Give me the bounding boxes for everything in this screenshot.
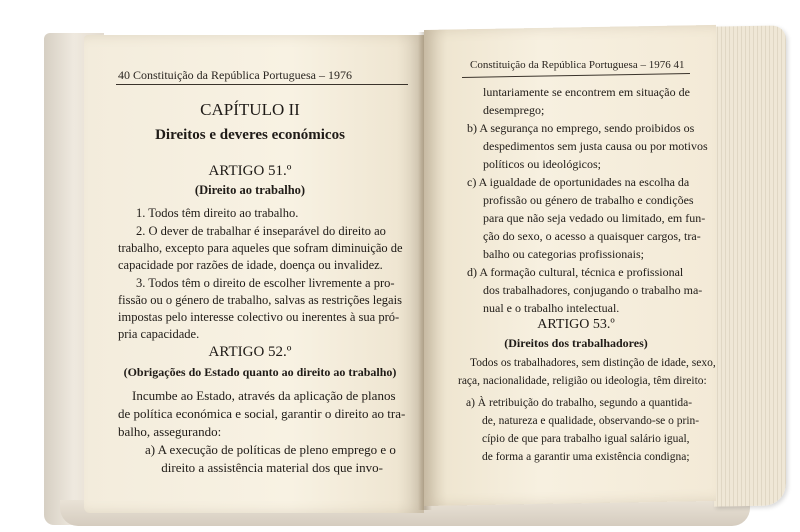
right-line: políticos ou ideológicos; [483,157,601,171]
page-edges [714,25,786,506]
art52-line: a) A execução de políticas de pleno emprego e o [145,442,396,457]
right-line: luntariamente se encontrem em situação de [483,85,690,99]
chapter-title: Direitos e deveres económicos [155,127,345,143]
article-51-heading: ARTIGO 51.º [208,163,292,179]
art53-line: de, natureza e qualidade, observando-se o prin- [482,415,700,427]
art51-line: 2. O dever de trabalhar é inseparável do direito ao [136,224,386,238]
article-53-subtitle: (Direitos dos trabalhadores) [504,336,648,350]
right-line: nual e o trabalho intelectual. [483,301,620,315]
art53-line: cípio de que para trabalho igual salário igual, [482,433,690,445]
right-line: balho ou categorias profissionais; [483,247,644,261]
article-51-subtitle: (Direito ao trabalho) [194,183,306,197]
article-52-subtitle: (Obrigações do Estado quanto ao direito ao trabalho) [123,365,397,379]
left-header-rule [116,84,408,85]
left-page-header: 40 Constituição da República Portuguesa – 1976 [118,68,352,82]
art51-line: trabalho, excepto para aqueles que sofram diminuição de [118,241,403,255]
right-line: despedimentos sem justa causa ou por motivos [483,139,708,153]
right-page-header: Constituição da República Portuguesa – 1976 41 [470,59,685,71]
right-line: desemprego; [483,103,545,117]
article-53-heading: ARTIGO 53.º [537,317,615,332]
article-52-heading: ARTIGO 52.º [208,344,292,360]
art51-line: 3. Todos têm o direito de escolher livremente a pro- [136,276,395,290]
art51-line: pria capacidade. [118,327,200,341]
art52-line: balho, assegurando: [118,424,222,439]
art52-line: Incumbe ao Estado, através da aplicação de planos [132,388,396,403]
art51-line: capacidade por razões de idade, doença ou invalidez. [118,258,383,272]
art51-line: impostas pelo interesse colectivo ou inerentes à sua pró- [118,310,400,324]
art53-line: Todos os trabalhadores, sem distinção de idade, sexo, [470,357,716,369]
art52-line: direito a assistência material dos que invo- [145,460,383,475]
right-line: para que não seja vedado ou limitado, em fun- [483,211,706,225]
art51-line: fissão ou o género de trabalho, salvas as restrições legais [118,293,402,307]
right-line: profissão ou género de trabalho e condições [483,193,694,207]
art53-line: raça, nacionalidade, religião ou ideologia, têm direito: [458,375,707,387]
art53-line: de forma a garantir uma existência condigna; [482,451,690,463]
right-line: c) A igualdade de oportunidades na escolha da [467,175,690,189]
right-line: d) A formação cultural, técnica e profissional [467,265,684,279]
right-line: ção do sexo, o acesso a quaisquer cargos, tra- [483,229,701,243]
art53-line: a) À retribuição do trabalho, segundo a quantida- [466,397,693,409]
right-line: dos trabalhadores, conjugando o trabalho ma- [483,283,703,297]
art52-line: de política económica e social, garantir o direito ao tra- [118,406,406,421]
chapter-heading: CAPÍTULO II [200,100,300,119]
art51-line: 1. Todos têm direito ao trabalho. [136,206,299,220]
right-line: b) A segurança no emprego, sendo proibidos os [467,121,695,135]
